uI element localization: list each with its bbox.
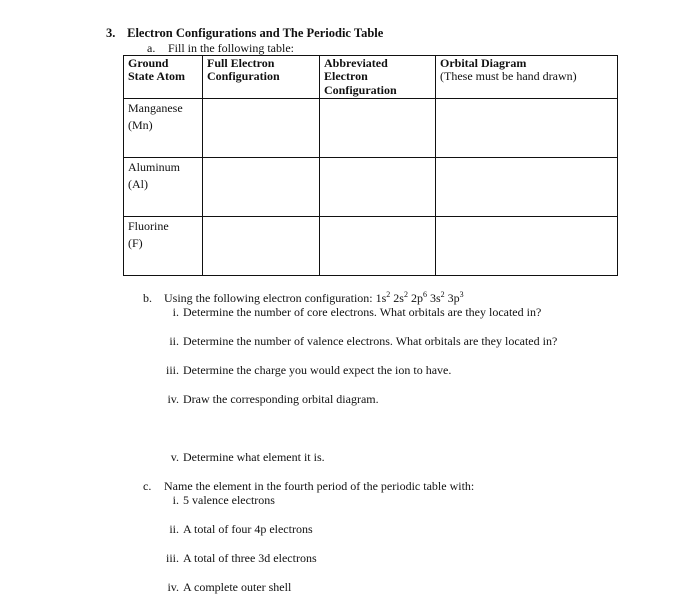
question-heading <box>106 26 383 40</box>
part-b-item-1: i. Determine the number of core electrons. What orbitals are they located in? <box>172 305 542 319</box>
table-row <box>124 99 618 158</box>
part-b-letter: b. <box>143 291 152 305</box>
header-ground-state-atom: Ground State Atom <box>124 56 203 99</box>
header-orbital-diagram: Orbital Diagram (These must be hand drawn) <box>436 56 618 99</box>
part-a-letter: a. <box>147 41 156 55</box>
row-label-manganese: Manganese (Mn) <box>124 99 203 158</box>
part-c-item-3: iii. A total of three 3d electrons <box>165 551 317 565</box>
cell-abbreviated-configuration[interactable] <box>320 99 436 158</box>
part-c-letter: c. <box>143 479 152 493</box>
cell-orbital-diagram[interactable] <box>436 158 618 217</box>
part-c-item-2: ii. A total of four 4p electrons <box>169 522 313 536</box>
part-b-prompt <box>143 292 464 306</box>
part-c-prompt <box>143 480 474 494</box>
cell-full-configuration[interactable] <box>203 99 320 158</box>
part-b-item-4: iv. Draw the corresponding orbital diagram. <box>167 392 379 406</box>
question-title: Electron Configurations and The Periodic Table <box>127 26 384 40</box>
part-b-item-5: v. Determine what element it is. <box>170 450 325 464</box>
electron-configuration <box>376 291 464 305</box>
cell-abbreviated-configuration[interactable] <box>320 158 436 217</box>
part-b-item-2: ii. Determine the number of valence electrons. What orbitals are they located in? <box>169 334 558 348</box>
config-term: $2p^6$ <box>410 290 427 305</box>
cell-full-configuration[interactable] <box>203 158 320 217</box>
part-c-item-1: i. 5 valence electrons <box>172 493 275 507</box>
part-b-text: Using the following electron configuration: <box>164 291 373 305</box>
part-a-text: Fill in the following table: <box>168 41 294 55</box>
configuration-table <box>123 55 618 276</box>
header-abbreviated-electron-configuration: Abbreviated Electron Configuration <box>320 56 436 99</box>
table-row <box>124 158 618 217</box>
table-header-row <box>124 56 618 99</box>
cell-orbital-diagram[interactable] <box>436 217 618 276</box>
config-term: $2s^2$ <box>393 290 408 305</box>
row-label-aluminum: Aluminum (Al) <box>124 158 203 217</box>
config-term: $1s^2$ <box>375 290 391 305</box>
cell-full-configuration[interactable] <box>203 217 320 276</box>
config-term: $3s^2$ <box>429 290 445 305</box>
header-full-electron-configuration: Full Electron Configuration <box>203 56 320 99</box>
cell-orbital-diagram[interactable] <box>436 99 618 158</box>
cell-abbreviated-configuration[interactable] <box>320 217 436 276</box>
row-label-fluorine: Fluorine (F) <box>124 217 203 276</box>
question-number: 3. <box>106 26 116 40</box>
table-row <box>124 217 618 276</box>
part-c-item-4: iv. A complete outer shell <box>167 580 292 594</box>
part-c-text: Name the element in the fourth period of the periodic table with: <box>164 479 475 493</box>
part-a-prompt <box>147 42 294 56</box>
part-b-item-3: iii. Determine the charge you would expect the ion to have. <box>165 363 452 377</box>
config-term: $3p^3$ <box>447 290 464 305</box>
